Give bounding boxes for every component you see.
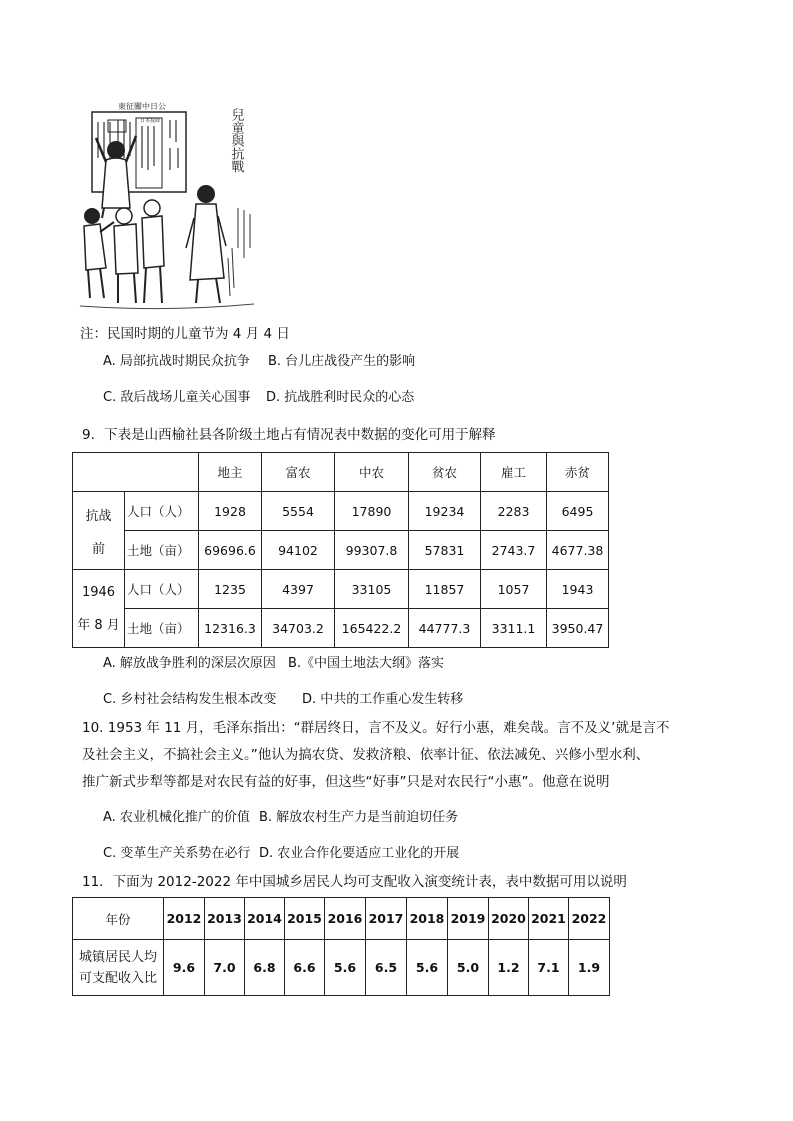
table-cell: 6495: [547, 492, 609, 531]
year-cell: 2020: [489, 898, 529, 940]
year-cell: 2013: [205, 898, 245, 940]
table-cell: 57831: [409, 531, 481, 570]
table-cell: 33105: [335, 570, 409, 609]
year-cell: 2017: [366, 898, 407, 940]
group-label: [73, 492, 125, 570]
table-cell: 34703.2: [262, 609, 335, 648]
year-cell: 2015: [285, 898, 325, 940]
q10-option-b: B. 解放农村生产力是当前迫切任务: [259, 810, 459, 825]
col-header: 雇工: [481, 453, 547, 492]
table-header-row: [73, 453, 609, 492]
q10-line-2: 及社会主义，不搞社会主义。”他认为搞农贷、发救济粮、依率计征、依法减免、兴修小型水利、: [82, 747, 650, 763]
year-header: 年份: [73, 898, 164, 940]
year-cell: 2014: [245, 898, 285, 940]
table-header-row: [73, 898, 610, 940]
group-label: [73, 570, 125, 648]
table-cell: 3311.1: [481, 609, 547, 648]
table-row: [73, 570, 609, 609]
q9-option-d: D. 中共的工作重心发生转移: [302, 692, 464, 707]
group-label-line: 1946: [81, 584, 116, 600]
year-cell: 2012: [164, 898, 205, 940]
year-cell: 2018: [407, 898, 448, 940]
table-cell: 99307.8: [335, 531, 409, 570]
table-cell: 7.0: [205, 940, 245, 996]
table-cell: 11857: [409, 570, 481, 609]
table-cell: 3950.47: [547, 609, 609, 648]
table-cell: 1057: [481, 570, 547, 609]
table-row: [73, 531, 609, 570]
table-cell: 2743.7: [481, 531, 547, 570]
year-cell: 2019: [448, 898, 489, 940]
q10-option-d: D. 农业合作化要适应工业化的开展: [259, 846, 460, 861]
table-cell: 12316.3: [199, 609, 262, 648]
table-corner-cell: [73, 453, 199, 492]
table-cell: 5.0: [448, 940, 489, 996]
group-label-line: 前: [91, 541, 105, 557]
table-cell: 1943: [547, 570, 609, 609]
table-cell: 4397: [262, 570, 335, 609]
q8-option-d: D. 抗战胜利时民众的心态: [266, 390, 415, 405]
cartoon-side-title: 兒童與抗戰: [228, 108, 244, 173]
q10-option-c: C. 变革生产关系势在必行: [103, 846, 251, 861]
table-cell: 1.9: [569, 940, 610, 996]
group-label-line: 年 8 月: [77, 617, 120, 633]
table-cell: 5.6: [407, 940, 448, 996]
table-cell: 69696.6: [199, 531, 262, 570]
q11-income-table: [72, 897, 610, 996]
table-cell: 9.6: [164, 940, 205, 996]
row-label: 人口（人）: [125, 492, 199, 531]
table-cell: 6.6: [285, 940, 325, 996]
table-cell: 17890: [335, 492, 409, 531]
q9-stem: 9．下表是山西榆社县各阶级土地占有情况表中数据的变化可用于解释: [82, 427, 496, 443]
year-cell: 2016: [325, 898, 366, 940]
q10-option-a: A. 农业机械化推广的价值: [103, 810, 250, 825]
cartoon-sign-text: 東征關中日公: [118, 102, 166, 111]
q9-option-c: C. 乡村社会结构发生根本改变: [103, 692, 277, 707]
table-cell: 19234: [409, 492, 481, 531]
table-cell: 1928: [199, 492, 262, 531]
table-cell: 1235: [199, 570, 262, 609]
col-header: 赤贫: [547, 453, 609, 492]
q9-option-a: A. 解放战争胜利的深层次原因: [103, 656, 276, 671]
q10-line-1: 10. 1953 年 11 月，毛泽东指出：“群居终日，言不及义。好行小惠，难矣哉。言不及义’就是言不: [82, 720, 670, 736]
q9-option-b: B.《中国土地法大纲》落实: [288, 656, 445, 671]
table-cell: 6.5: [366, 940, 407, 996]
q9-land-table: [72, 452, 609, 648]
table-row: [73, 492, 609, 531]
year-cell: 2021: [529, 898, 569, 940]
row-label-line: 可支配收入比: [78, 970, 157, 986]
table-row: [73, 609, 609, 648]
table-cell: 1.2: [489, 940, 529, 996]
row-label-line: 城镇居民人均: [78, 949, 157, 965]
table-cell: 5554: [262, 492, 335, 531]
q10-line-3: 推广新式步犁等都是对农民有益的好事，但这些“好事”只是对农民行“小惠”。他意在说明: [82, 774, 610, 790]
cartoon-illustration: [78, 98, 256, 314]
table-row: [73, 940, 610, 996]
cartoon-notice-text: 日本投降: [140, 118, 161, 124]
q8-option-b: B. 台儿庄战役产生的影响: [268, 354, 416, 369]
col-header: 中农: [335, 453, 409, 492]
col-header: 贫农: [409, 453, 481, 492]
table-cell: 6.8: [245, 940, 285, 996]
table-cell: 5.6: [325, 940, 366, 996]
q8-option-a: A. 局部抗战时期民众抗争: [103, 354, 250, 369]
table-cell: 94102: [262, 531, 335, 570]
table-cell: 4677.38: [547, 531, 609, 570]
table-cell: 2283: [481, 492, 547, 531]
group-label-line: 抗战: [85, 508, 112, 524]
col-header: 富农: [262, 453, 335, 492]
q8-option-c: C. 敌后战场儿童关心国事: [103, 390, 251, 405]
row-label: 土地（亩）: [125, 609, 199, 648]
row-label: [73, 940, 164, 996]
year-cell: 2022: [569, 898, 610, 940]
col-header: 地主: [199, 453, 262, 492]
row-label: 人口（人）: [125, 570, 199, 609]
table-cell: 7.1: [529, 940, 569, 996]
q11-stem: 11．下面为 2012-2022 年中国城乡居民人均可支配收入演变统计表，表中数据可用以说明: [82, 874, 627, 890]
cartoon-note: 注：民国时期的儿童节为 4 月 4 日: [80, 326, 290, 342]
table-cell: 165422.2: [335, 609, 409, 648]
table-cell: 44777.3: [409, 609, 481, 648]
row-label: 土地（亩）: [125, 531, 199, 570]
